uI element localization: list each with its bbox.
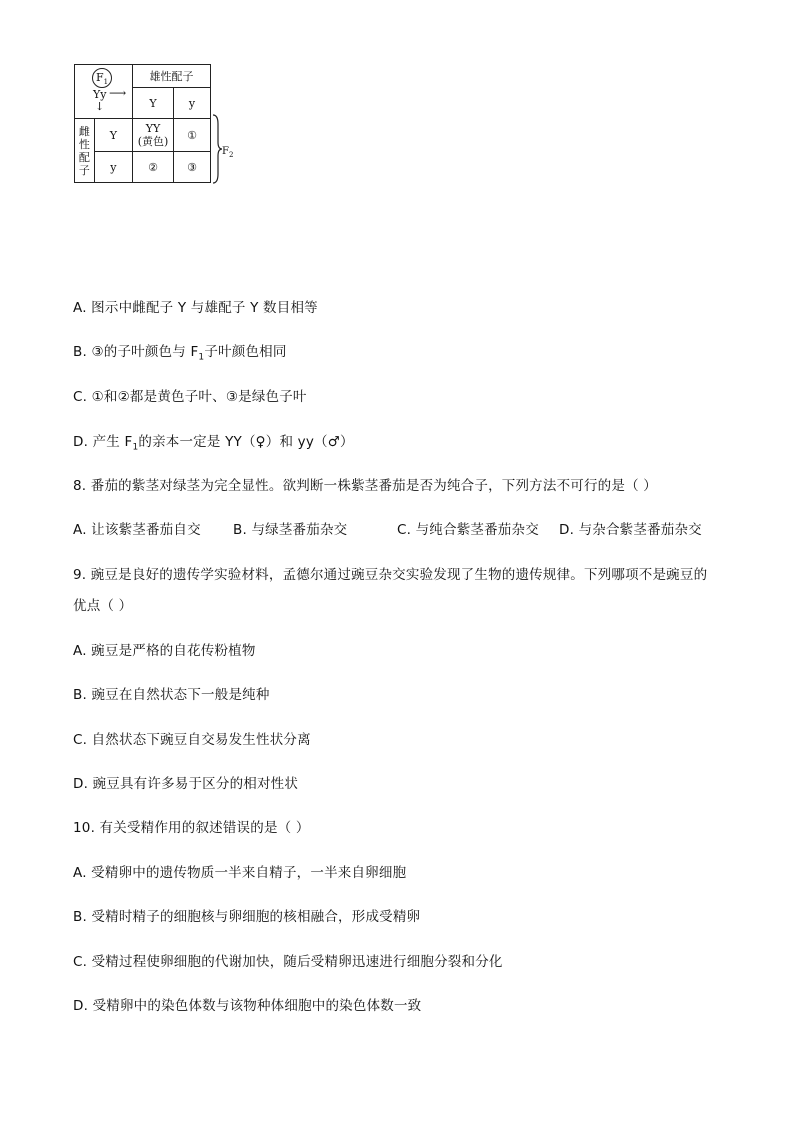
col-header-Y: Y bbox=[133, 88, 174, 119]
q8-option-d: D. 与杂合紫茎番茄杂交 bbox=[559, 522, 702, 538]
col-header-y: y bbox=[174, 88, 211, 119]
punnett-square bbox=[74, 64, 211, 183]
q10-option-d: D. 受精卵中的染色体数与该物种体细胞中的染色体数一致 bbox=[73, 998, 422, 1014]
q10-stem: 10. 有关受精作用的叙述错误的是（ ） bbox=[73, 820, 310, 836]
q10-option-c: C. 受精过程使卵细胞的代谢加快，随后受精卵迅速进行细胞分裂和分化 bbox=[73, 954, 503, 970]
arrow-right-icon: ⟶ bbox=[109, 86, 127, 100]
row-header-Y: Y bbox=[94, 119, 132, 152]
q9-option-d: D. 豌豆具有许多易于区分的相对性状 bbox=[73, 776, 299, 792]
table-corner-cell bbox=[75, 65, 133, 119]
q9-stem-line2: 优点（ ） bbox=[73, 598, 133, 614]
male-gametes-header: 雄性配子 bbox=[133, 65, 211, 88]
q9-option-a: A. 豌豆是严格的自花传粉植物 bbox=[73, 643, 256, 659]
q8-option-a: A. 让该紫茎番茄自交 bbox=[73, 522, 201, 538]
q10-option-a: A. 受精卵中的遗传物质一半来自精子，一半来自卵细胞 bbox=[73, 865, 407, 881]
female-gametes-header: 雌 性 配 子 bbox=[75, 119, 95, 183]
q8-option-b: B. 与绿茎番茄杂交 bbox=[233, 522, 348, 538]
q9-option-b: B. 豌豆在自然状态下一般是纯种 bbox=[73, 687, 270, 703]
q8-option-c: C. 与纯合紫茎番茄杂交 bbox=[397, 522, 539, 538]
q7-option-b: B. ③的子叶颜色与 $F_1$子叶颜色相同 bbox=[73, 344, 287, 363]
q8-stem: 8. 番茄的紫茎对绿茎为完全显性。欲判断一株紫茎番茄是否为纯合子，下列方法不可行的是（ ） bbox=[73, 478, 657, 494]
cell-3: ③ bbox=[174, 152, 211, 183]
cell-2: ② bbox=[133, 152, 174, 183]
cell-1: ① bbox=[174, 119, 211, 152]
f2-brace-icon bbox=[212, 114, 222, 184]
q9-option-c: C. 自然状态下豌豆自交易发生性状分离 bbox=[73, 732, 311, 748]
parent-genotype: Yy bbox=[93, 88, 107, 101]
row-header-y: y bbox=[94, 152, 132, 183]
f2-label: $F_2$ bbox=[222, 146, 234, 159]
arrow-down-icon: ↓ bbox=[95, 100, 105, 113]
cell-YY: YY (黄色) bbox=[133, 119, 174, 152]
q7-option-d: D. 产生 $F_1$的亲本一定是 YY（♀）和 yy（♂） bbox=[73, 434, 354, 453]
q9-stem-line1: 9. 豌豆是良好的遗传学实验材料，孟德尔通过豌豆杂交实验发现了生物的遗传规律。下列哪项不是豌豆的 bbox=[73, 567, 708, 583]
q7-option-a: A. 图示中雌配子 Y 与雄配子 Y 数目相等 bbox=[73, 300, 318, 316]
q10-option-b: B. 受精时精子的细胞核与卵细胞的核相融合，形成受精卵 bbox=[73, 909, 421, 925]
q7-option-c: C. ①和②都是黄色子叶、③是绿色子叶 bbox=[73, 389, 307, 405]
q8-options bbox=[73, 518, 702, 538]
f1-circle-label: $F_1$ bbox=[92, 68, 112, 88]
